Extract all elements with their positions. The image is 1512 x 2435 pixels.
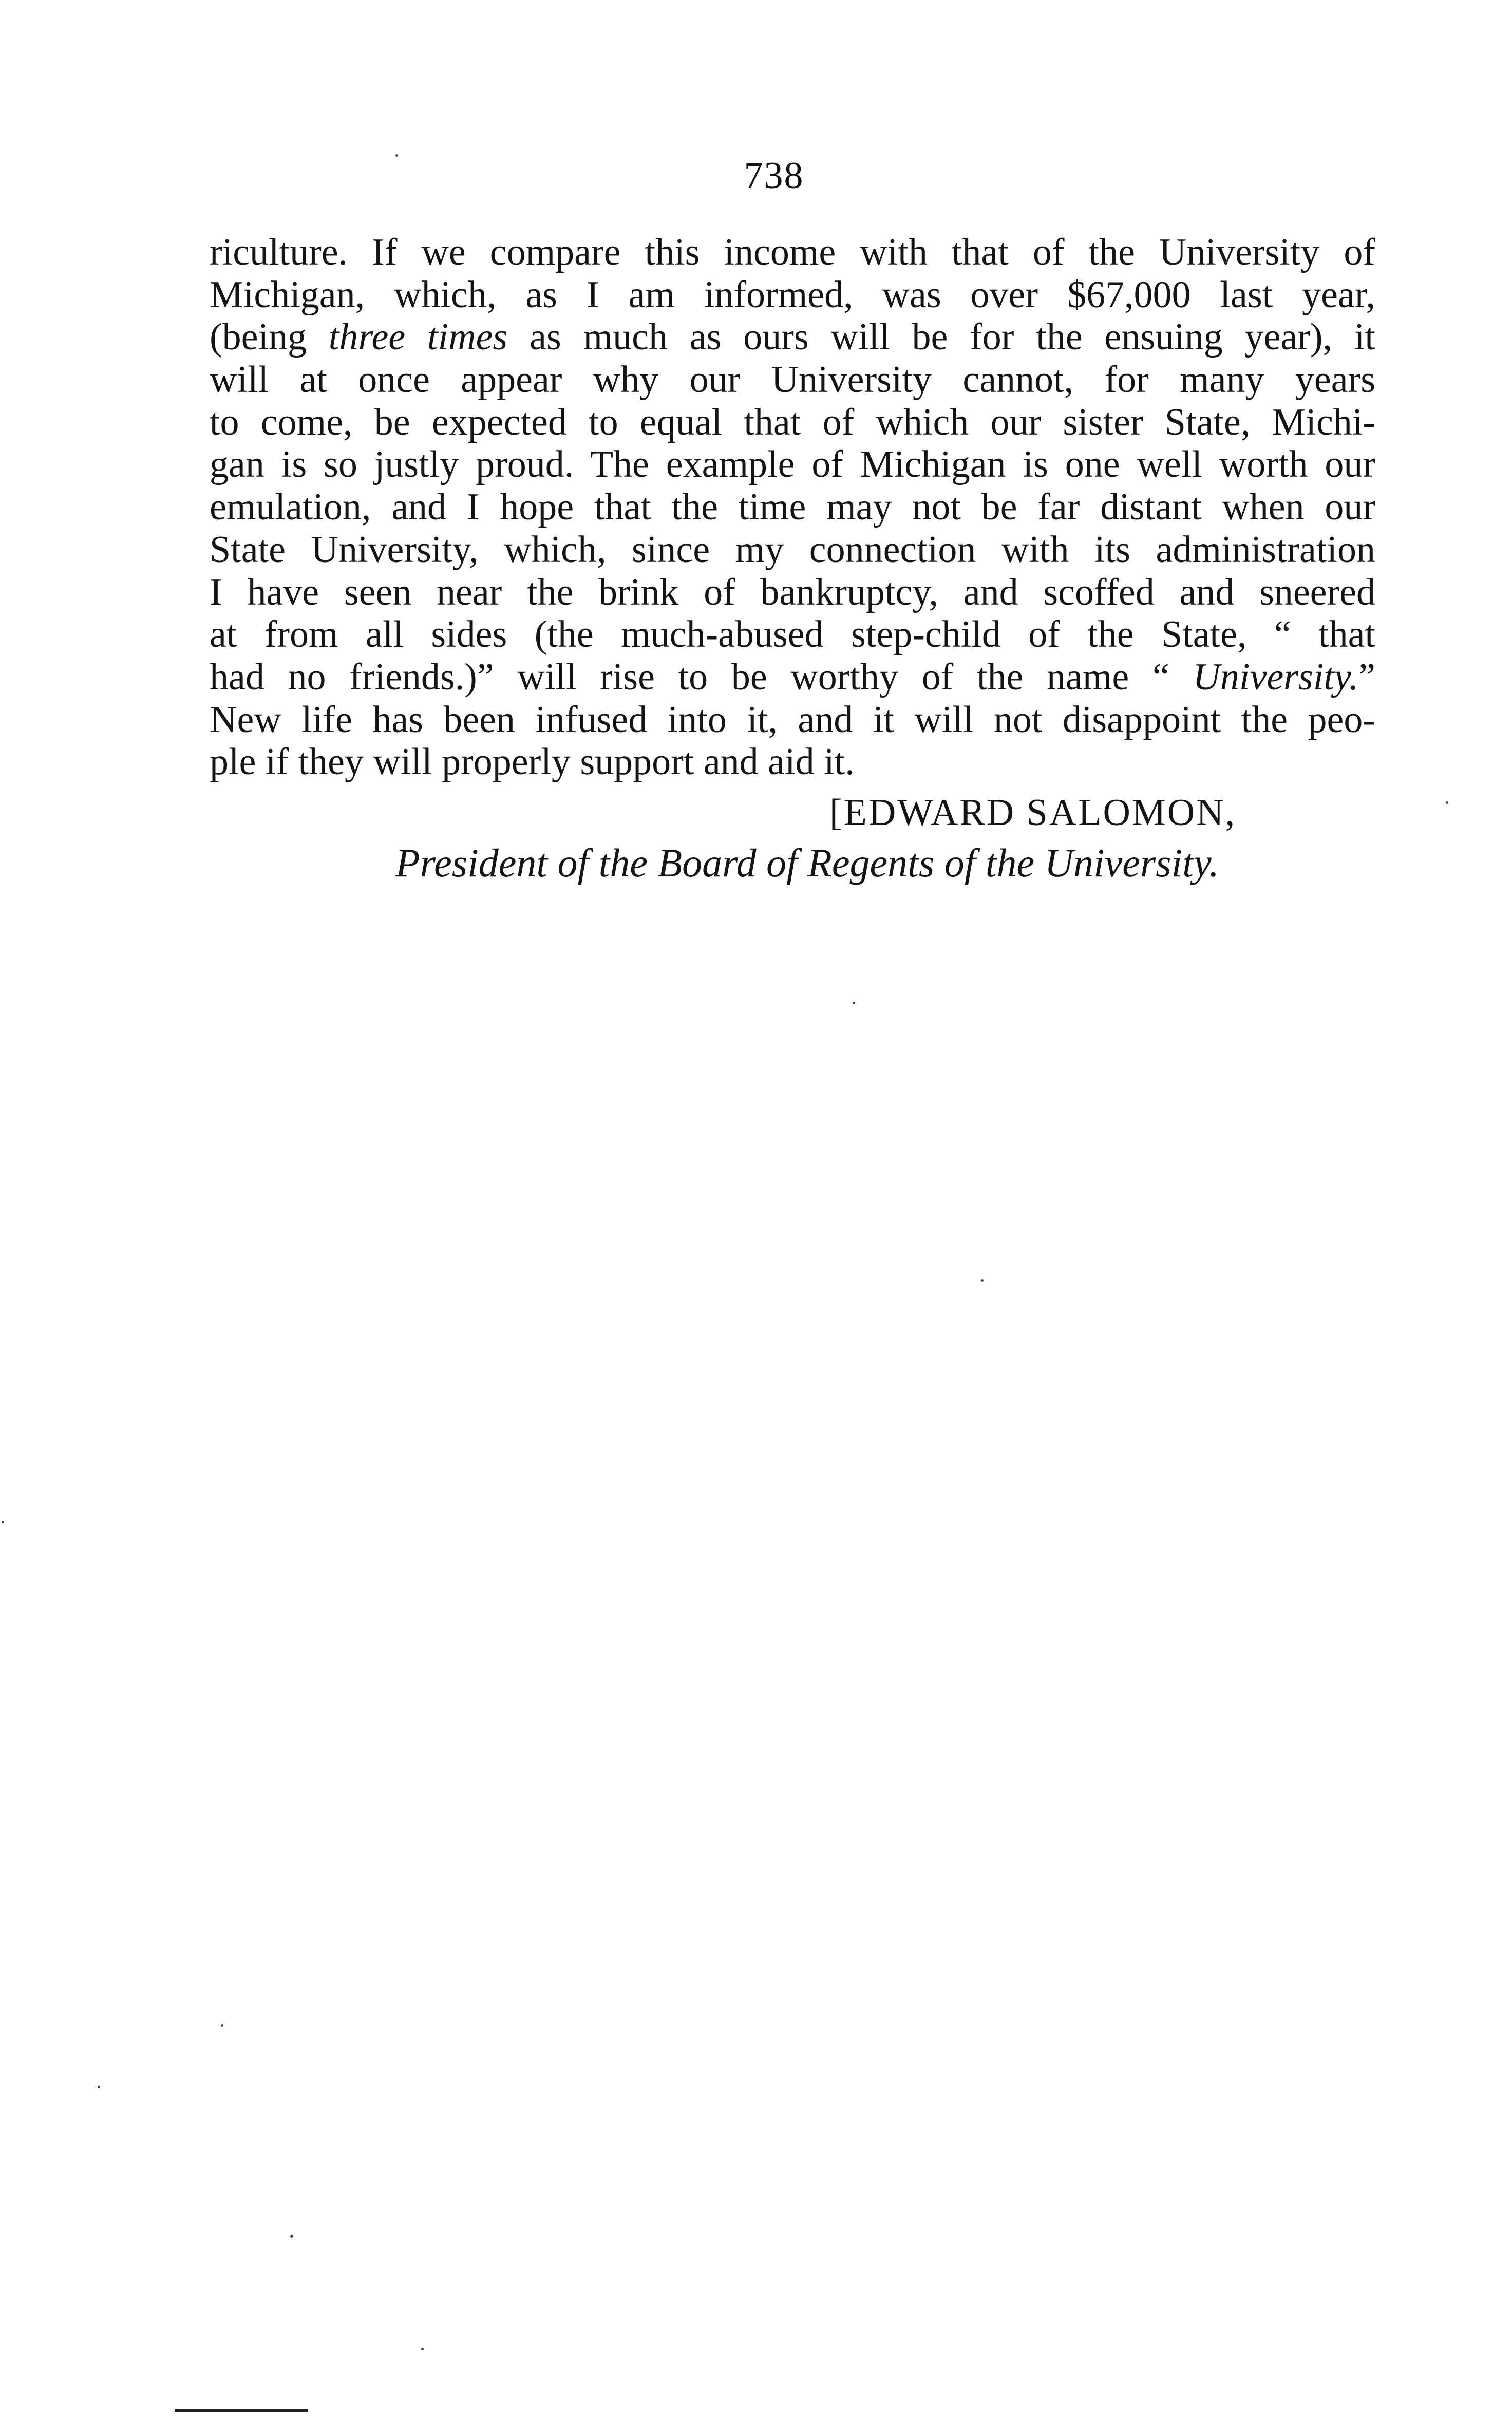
body-line (210, 571, 1375, 614)
text-run: State University, which, since my connection with its administration (210, 528, 1375, 571)
body-line (210, 316, 1375, 359)
body-line (210, 359, 1375, 401)
body-line (210, 699, 1375, 741)
italic-run: three times (328, 316, 508, 359)
scan-speck (290, 2235, 293, 2238)
body-line (210, 613, 1375, 656)
text-run: gan is so justly proud. The example of Michigan is one well worth our (210, 443, 1375, 486)
body-text (210, 231, 1375, 783)
footer-rule (175, 2409, 308, 2412)
signature-name: [EDWARD SALOMON, (829, 792, 1237, 834)
text-run: at from all sides (the much-abused step-child of the State, “ that (210, 613, 1375, 656)
scan-speck (1446, 801, 1448, 804)
scan-speck (421, 2348, 424, 2350)
scan-speck (981, 1279, 984, 1282)
text-run: as much as ours will be for the ensuing year), it (507, 316, 1375, 359)
body-line (210, 443, 1375, 486)
scan-speck (853, 1002, 855, 1004)
text-run: I have seen near the brink of bankruptcy, and scoffed and sneered (210, 571, 1375, 613)
text-run: riculture. If we compare this income with that of the University of (210, 231, 1375, 273)
scan-speck (2, 1521, 4, 1523)
scan-speck (98, 2086, 100, 2088)
text-run: had no friends.)” will rise to be worthy of the name “ (210, 655, 1193, 698)
scan-speck (395, 154, 398, 157)
text-run: emulation, and I hope that the time may not be far distant when our (210, 486, 1375, 529)
body-line (210, 486, 1375, 529)
text-run: ” (1358, 655, 1375, 698)
page-number: 738 (744, 155, 804, 197)
body-line (210, 529, 1375, 571)
text-run: will at once appear why our University cannot, for many years (210, 359, 1375, 401)
text-run: Michigan, which, as I am informed, was over $67,000 last year, (210, 273, 1375, 316)
body-line (210, 231, 1375, 274)
text-run: New life has been infused into it, and it will not disappoint the peo- (210, 698, 1375, 741)
body-line (210, 401, 1375, 444)
text-run: to come, be expected to equal that of which our sister State, Michi- (210, 401, 1375, 443)
italic-run: University. (1193, 655, 1359, 698)
text-run: ple if they will properly support and aid it. (210, 741, 855, 783)
text-run: (being (210, 316, 329, 359)
scan-speck (221, 2024, 223, 2027)
signature-title: President of the Board of Regents of the University. (395, 840, 1219, 885)
body-line (210, 656, 1375, 699)
body-line (210, 274, 1375, 316)
body-line (210, 741, 1375, 783)
